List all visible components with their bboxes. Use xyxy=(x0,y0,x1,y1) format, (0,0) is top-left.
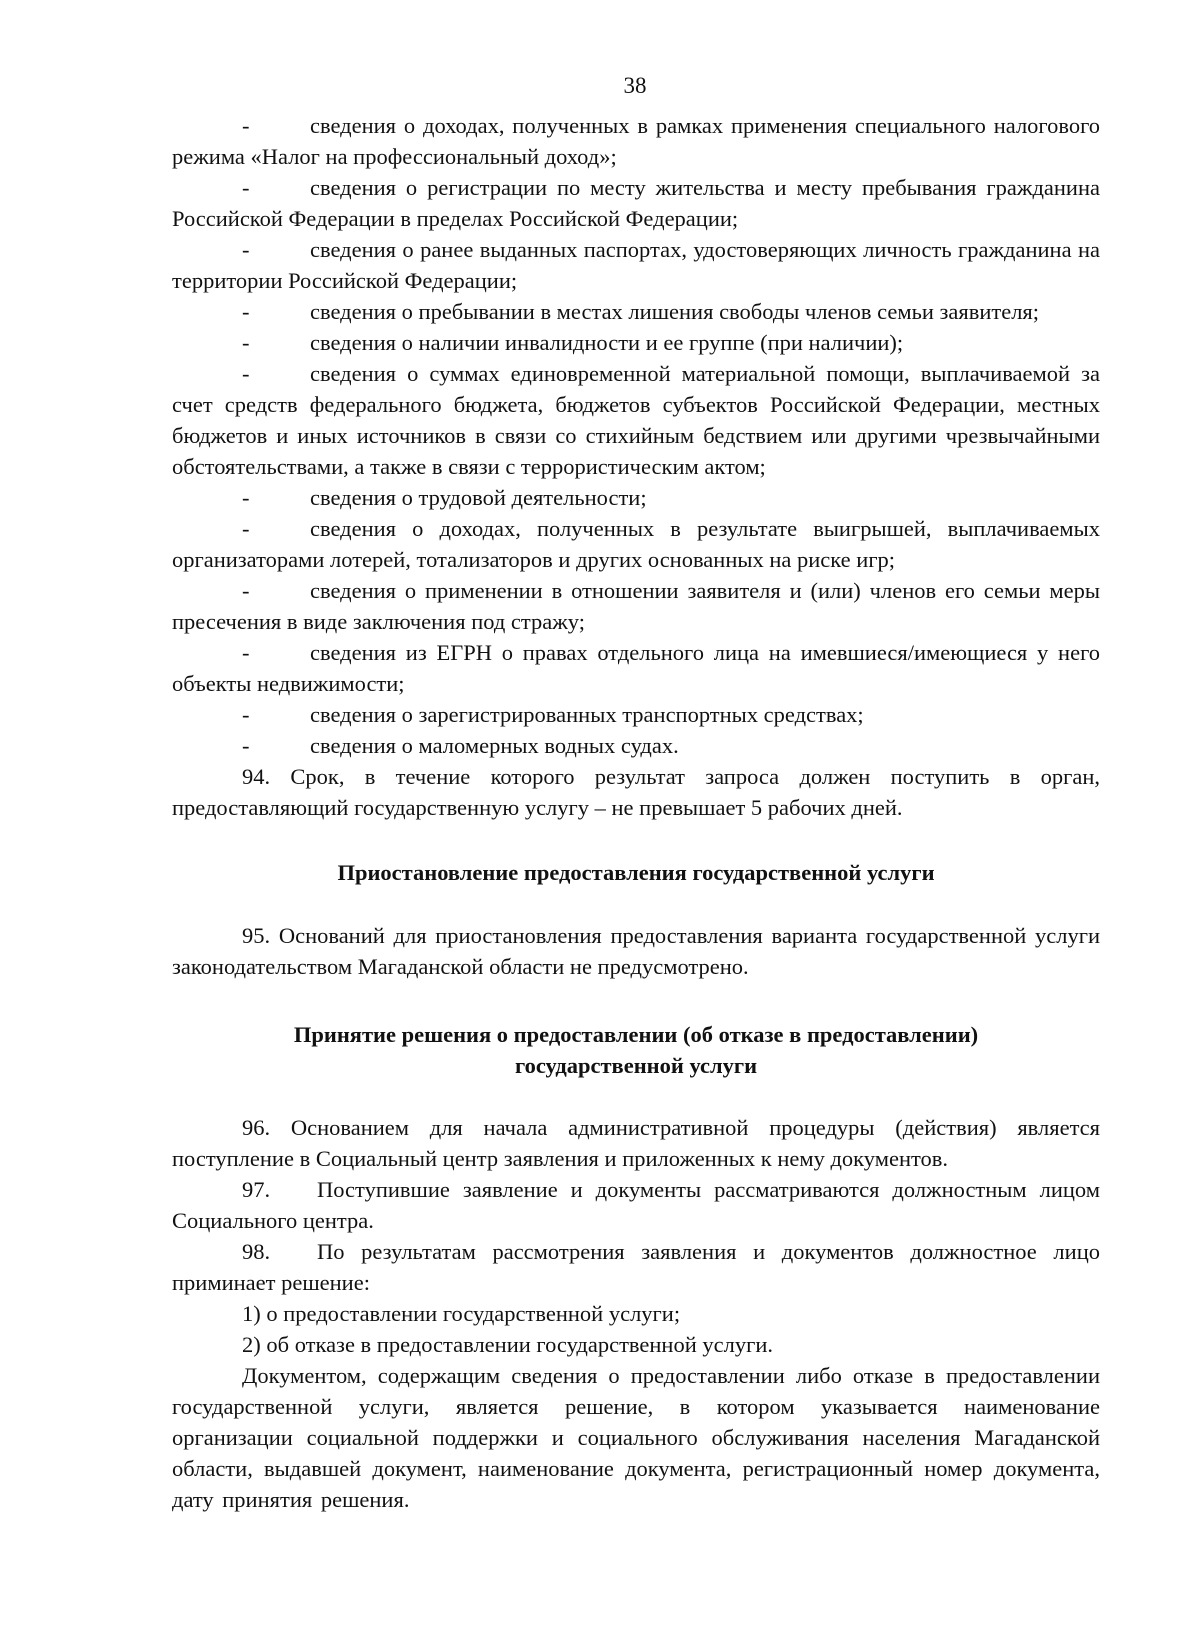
paragraph-text: Оснований для приостановления предоставления варианта государственной услуги законодательством Магаданской области не предусмотрено. xyxy=(172,923,1100,979)
list-item xyxy=(172,730,1100,761)
list-item-text: сведения о регистрации по месту жительства и месту пребывания гражданина Российской Федерации в пределах Российской Федерации; xyxy=(172,175,1100,231)
bullet-marker: - xyxy=(242,733,250,758)
paragraph-number: 98. xyxy=(242,1239,271,1264)
list-item-text: сведения о трудовой деятельности; xyxy=(310,485,647,510)
paragraph-number: 94. xyxy=(242,764,271,789)
list-item: 1) о предоставлении государственной услуги; xyxy=(242,1301,681,1326)
bullet-marker: - xyxy=(242,578,250,603)
paragraph-text: Поступившие заявление и документы рассматриваются должностным лицом Социального центра. xyxy=(172,1177,1100,1233)
document-body xyxy=(172,110,1100,1515)
list-item xyxy=(172,296,1100,327)
list-item xyxy=(172,699,1100,730)
paragraph-97 xyxy=(172,1174,1100,1236)
list-item-text: сведения о применении в отношении заявителя и (или) членов его семьи меры пресечения в виде заключения под стражу; xyxy=(172,578,1100,634)
list-item-text: сведения из ЕГРН о правах отдельного лица на имевшиеся/имеющиеся у него объекты недвижимости; xyxy=(172,640,1100,696)
list-item xyxy=(172,637,1100,699)
list-item xyxy=(172,482,1100,513)
list-item-text: сведения о пребывании в местах лишения свободы членов семьи заявителя; xyxy=(310,299,1040,324)
bullet-marker: - xyxy=(242,516,250,541)
list-item-text: сведения о доходах, полученных в результате выигрышей, выплачиваемых организаторами лотерей, тотализаторов и других основанных на риске игр; xyxy=(172,516,1100,572)
list-item-text: сведения о ранее выданных паспортах, удостоверяющих личность гражданина на территории Российской Федерации; xyxy=(172,237,1100,293)
section-heading-suspension: Приостановление предоставления государственной услуги xyxy=(337,860,935,885)
list-item xyxy=(172,575,1100,637)
bullet-marker: - xyxy=(242,237,250,262)
section-heading-line: Принятие решения о предоставлении (об отказе в предоставлении) xyxy=(293,1022,979,1047)
page-number: 38 xyxy=(623,73,647,98)
section-heading-decision xyxy=(172,1019,1100,1081)
paragraph-94 xyxy=(172,761,1100,823)
list-item-text: сведения о маломерных водных судах. xyxy=(310,733,679,758)
bullet-marker: - xyxy=(242,640,250,665)
list-item xyxy=(172,110,1100,172)
bullet-marker: - xyxy=(242,485,250,510)
list-item xyxy=(172,513,1100,575)
section-heading-line: государственной услуги xyxy=(514,1053,758,1078)
list-item xyxy=(172,358,1100,482)
bullet-marker: - xyxy=(242,113,250,138)
paragraph-final: Документом, содержащим сведения о предоставлении либо отказе в предоставлении государственной услуги, является решение, в котором указывается наименование организации социальной поддержки и социального обслуживания населения Магаданской области, выдавшей документ, наименование документа, регистрационный номер документа, дату принятия решения. xyxy=(172,1363,1100,1512)
paragraph-number: 95. xyxy=(242,923,271,948)
bullet-marker: - xyxy=(242,702,250,727)
paragraph-96 xyxy=(172,1112,1100,1174)
paragraph-text: Срок, в течение которого результат запроса должен поступить в орган, предоставляющий государственную услугу – не превышает 5 рабочих дней. xyxy=(172,764,1100,820)
list-item-text: сведения о суммах единовременной материальной помощи, выплачиваемой за счет средств федерального бюджета, бюджетов субъектов Российской Федерации, местных бюджетов и иных источников в связи со стихийным бедствием или другими чрезвычайными обстоятельствами, а также в связи с террористическим актом; xyxy=(172,361,1100,479)
list-item-text: сведения о доходах, полученных в рамках применения специального налогового режима «Налог на профессиональный доход»; xyxy=(172,113,1100,169)
list-item xyxy=(172,172,1100,234)
list-item-text: сведения о зарегистрированных транспортных средствах; xyxy=(310,702,864,727)
paragraph-text: По результатам рассмотрения заявления и документов должностное лицо приминает решение: xyxy=(172,1239,1100,1295)
list-item xyxy=(172,234,1100,296)
bullet-marker: - xyxy=(242,361,250,386)
list-item-text: сведения о наличии инвалидности и ее группе (при наличии); xyxy=(310,330,904,355)
list-item xyxy=(172,327,1100,358)
bullet-marker: - xyxy=(242,175,250,200)
paragraph-number: 97. xyxy=(242,1177,271,1202)
paragraph-number: 96. xyxy=(242,1115,271,1140)
list-item: 2) об отказе в предоставлении государственной услуги. xyxy=(242,1332,774,1357)
paragraph-98 xyxy=(172,1236,1100,1298)
paragraph-95 xyxy=(172,920,1100,982)
paragraph-text: Основанием для начала административной процедуры (действия) является поступление в Социальный центр заявления и приложенных к нему документов. xyxy=(172,1115,1101,1171)
bullet-marker: - xyxy=(242,299,250,324)
bullet-marker: - xyxy=(242,330,250,355)
